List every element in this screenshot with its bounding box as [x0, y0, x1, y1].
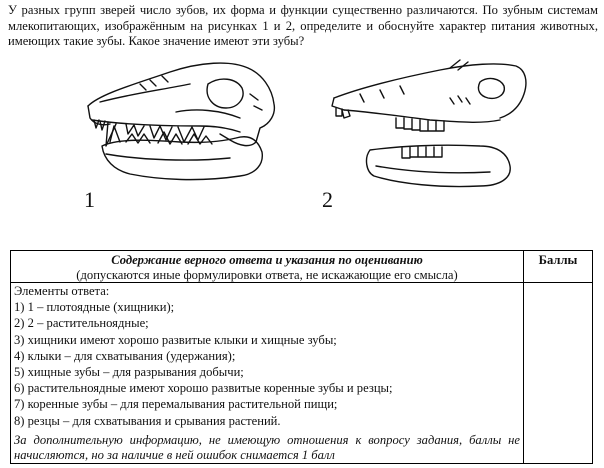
list-item: 8) резцы – для схватывания и срывания растений. — [14, 413, 281, 428]
list-item: 7) коренные зубы – для перемалывания растительной пищи; — [14, 397, 338, 412]
answer-table — [10, 250, 593, 464]
points-value-cell — [524, 283, 593, 464]
answer-content-cell — [11, 283, 524, 464]
herbivore-skull-illustration — [330, 54, 530, 199]
list-item: 3) хищники имеют хорошо развитые клыки и хищные зубы; — [14, 332, 337, 347]
table-header-subtitle: (допускаются иные формулировки ответа, не искажающие его смысла) — [76, 267, 458, 282]
predator-skull-illustration — [80, 54, 280, 199]
list-item: 1) 1 – плотоядные (хищники); — [14, 300, 175, 315]
grading-note: За дополнительную информацию, не имеющую отношения к вопросу задания, баллы не начисляются, но за наличие в ней ошибок снимается 1 балл — [14, 432, 520, 462]
list-item: 4) клыки – для схватывания (удержания); — [14, 348, 236, 363]
elements-label: Элементы ответа: — [14, 284, 110, 298]
figure-label-2: 2 — [322, 187, 333, 212]
table-header-title: Содержание верного ответа и указания по оцениванию — [111, 253, 423, 267]
list-item: 5) хищные зубы – для разрывания добычи; — [14, 365, 244, 380]
list-item: 6) растительноядные имеют хорошо развитые коренные зубы и резцы; — [14, 381, 393, 396]
question-text: У разных групп зверей число зубов, их форма и функции существенно различаются. По зубным системам млекопитающих, изображённым на рисунках 1 и 2, определите и обоснуйте характер питания животных, имеющих такие зубы. Какое значение имеют эти зубы? — [8, 3, 598, 48]
figure-label-1: 1 — [84, 187, 95, 212]
table-header-cell — [11, 251, 524, 283]
list-item: 2) 2 – растительноядные; — [14, 316, 149, 331]
points-header: Баллы — [524, 251, 593, 283]
figures-row — [0, 52, 604, 242]
